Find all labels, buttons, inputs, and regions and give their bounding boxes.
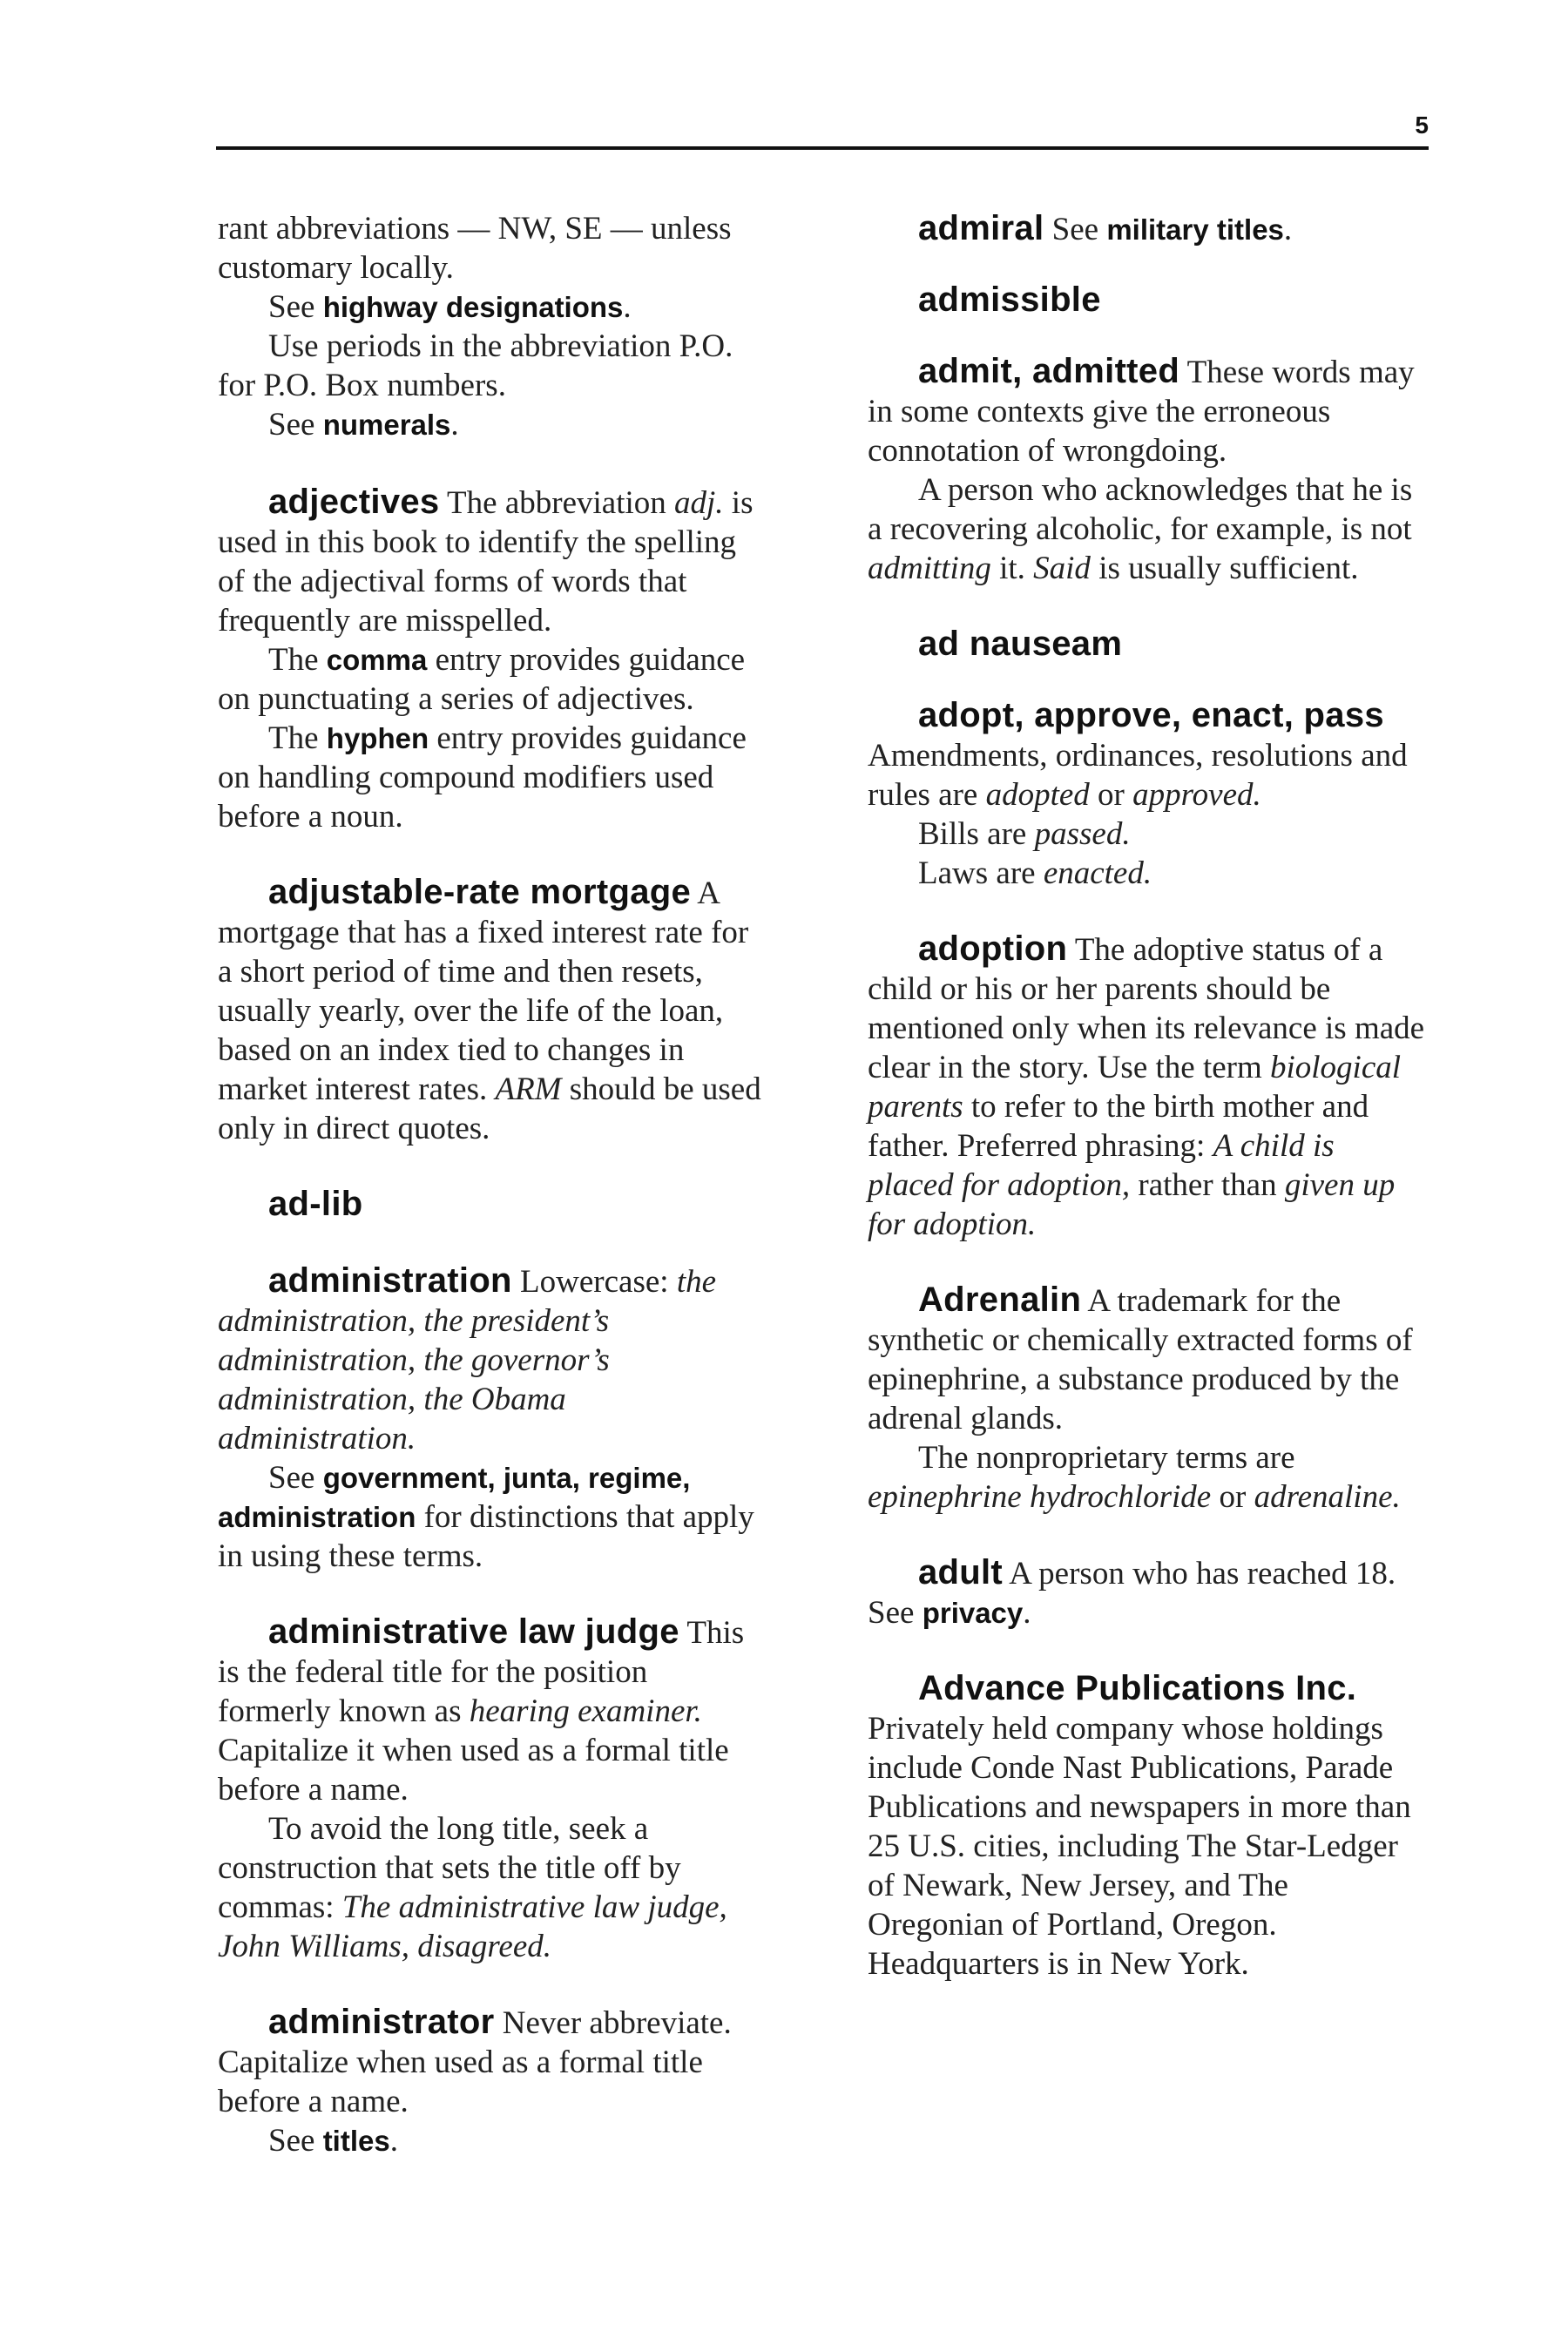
headword: administrator (268, 2003, 495, 2041)
headword: Adrenalin (918, 1281, 1082, 1319)
entry-adrenalin (868, 1281, 1425, 1517)
cross-reference[interactable]: privacy (922, 1597, 1024, 1629)
cross-reference[interactable]: titles (322, 2125, 390, 2157)
continuation-text: rant abbreviations — NW, SE — unless customary locally. (218, 211, 732, 286)
headword: adoption (918, 929, 1068, 968)
entry-advance-publications (868, 1669, 1425, 1984)
entry-definition: administration Lowercase: the administration, the president’s administration, the governor’s administration, the Obama administration. (218, 1261, 717, 1456)
entry-definition (868, 625, 1425, 665)
cross-reference[interactable]: military titles (1106, 213, 1284, 246)
entry-definition: administrative law judge This is the federal title for the position formerly known as hearing examiner. Capitalize it when used as a formal title before a name. (218, 1612, 745, 1808)
entry-paragraph: Laws are enacted. (918, 855, 1152, 891)
header-rule (216, 146, 1429, 150)
entry-paragraph: A person who acknowledges that he is a recovering alcoholic, for example, is not admitting it. Said is usually sufficient. (868, 472, 1413, 586)
entry-definition: Amendments, ordinances, resolutions and rules are adopted or approved. (868, 738, 1408, 813)
see-also-line: See titles. (268, 2123, 398, 2159)
see-also-line: See highway designations. (268, 289, 632, 325)
left-column (218, 209, 767, 2197)
cross-reference[interactable]: hyphen (326, 722, 429, 754)
headword: adjustable-rate mortgage (268, 873, 692, 911)
entry-paragraph: Bills are passed. (918, 816, 1131, 852)
headword: admit, admitted (918, 352, 1180, 390)
entry-ad-nauseam (868, 625, 1425, 665)
entry-paragraph: The nonproprietary terms are epinephrine hydrochloride or adrenaline. (868, 1440, 1401, 1515)
entry-adoption (868, 929, 1425, 1244)
entry-definition: adjectives The abbreviation adj. is used in this book to identify the spelling of the adjectival forms of words that frequently are misspelled. (218, 483, 754, 639)
entry-definition: Adrenalin A trademark for the synthetic or chemically extracted forms of epinephrine, a substance produced by the adrenal glands. (868, 1281, 1413, 1436)
headword: ad-lib (268, 1185, 363, 1223)
entry-definition: admit, admitted These words may in some contexts give the erroneous connotation of wrongdoing. (868, 352, 1415, 469)
entry-administrative-law-judge (218, 1612, 767, 1966)
entry-definition: Advance Publications Inc. Privately held company whose holdings include Conde Nast Publications, Parade Publications and newspapers in more than 25 U.S. cities, including The Star-Ledger of Newark, New Jersey, and The Oregonian of Portland, Oregon. Headquarters is in New York. (868, 1669, 1411, 1982)
entry-definition: adoption The adoptive status of a child or his or her parents should be mentioned only when its relevance is made clear in the story. Use the term biological parents to refer to the birth mother and father. Preferred phrasing: A child is placed for adoption, rather than given up for adoption. (868, 929, 1425, 1242)
entry-adopt (868, 696, 1425, 893)
headword: adjectives (268, 483, 440, 521)
cross-reference[interactable]: numerals (322, 409, 451, 441)
entry-paragraph: The comma entry provides guidance on punctuating a series of adjectives. (218, 642, 746, 717)
headword: administrative law judge (268, 1612, 679, 1651)
entry-definition (868, 280, 1425, 321)
entry-definition (218, 1185, 767, 1225)
entry-adjustable-rate-mortgage (218, 873, 767, 1148)
page-number: 5 (1415, 112, 1429, 139)
cross-reference[interactable]: highway designations (322, 291, 624, 323)
headword: administration (268, 1261, 512, 1300)
entry-definition: adjustable-rate mortgage A mortgage that has a fixed interest rate for a short period of time and then resets, usually yearly, over the life of the loan, based on an index tied to changes in market interest rates. ARM should be used only in direct quotes. (218, 873, 761, 1146)
entry-paragraph: Use periods in the abbreviation P.O. for P.O. Box numbers. (218, 328, 733, 403)
entry-admiral (868, 209, 1425, 249)
entry-paragraph: The hyphen entry provides guidance on handling compound modifiers used before a noun. (218, 720, 747, 835)
cross-reference[interactable]: comma (326, 644, 428, 676)
headword: admiral (918, 209, 1044, 247)
entry-definition: administrator Never abbreviate. Capitalize when used as a formal title before a name. (218, 2003, 732, 2119)
entry-admit (868, 352, 1425, 588)
entry-continuation (218, 209, 767, 444)
entry-adjectives (218, 483, 767, 836)
entry-administrator (218, 2003, 767, 2160)
headword: ad nauseam (918, 625, 1123, 663)
entry-paragraph: To avoid the long title, seek a construction that sets the title off by commas: The administrative law judge, John Williams, disagreed. (218, 1811, 727, 1964)
entry-paragraph: See government, junta, regime, administration for distinctions that apply in using these terms. (218, 1460, 754, 1574)
cross-reference[interactable]: government, junta, regime, administration (218, 1462, 691, 1533)
entry-admissible (868, 280, 1425, 321)
headword: admissible (918, 280, 1101, 319)
entry-headword-line (868, 696, 1425, 736)
entry-adult (868, 1553, 1425, 1632)
entry-definition: admiral See military titles. (918, 209, 1293, 247)
entry-ad-lib (218, 1185, 767, 1225)
entry-definition: adult A person who has reached 18. See privacy. (868, 1553, 1396, 1631)
headword: adopt, approve, enact, pass (918, 696, 1384, 734)
headword: adult (918, 1553, 1004, 1592)
headword: Advance Publications Inc. (918, 1669, 1357, 1707)
see-also-line: See numerals. (268, 407, 459, 443)
entry-administration (218, 1261, 767, 1576)
right-column (868, 209, 1425, 2020)
